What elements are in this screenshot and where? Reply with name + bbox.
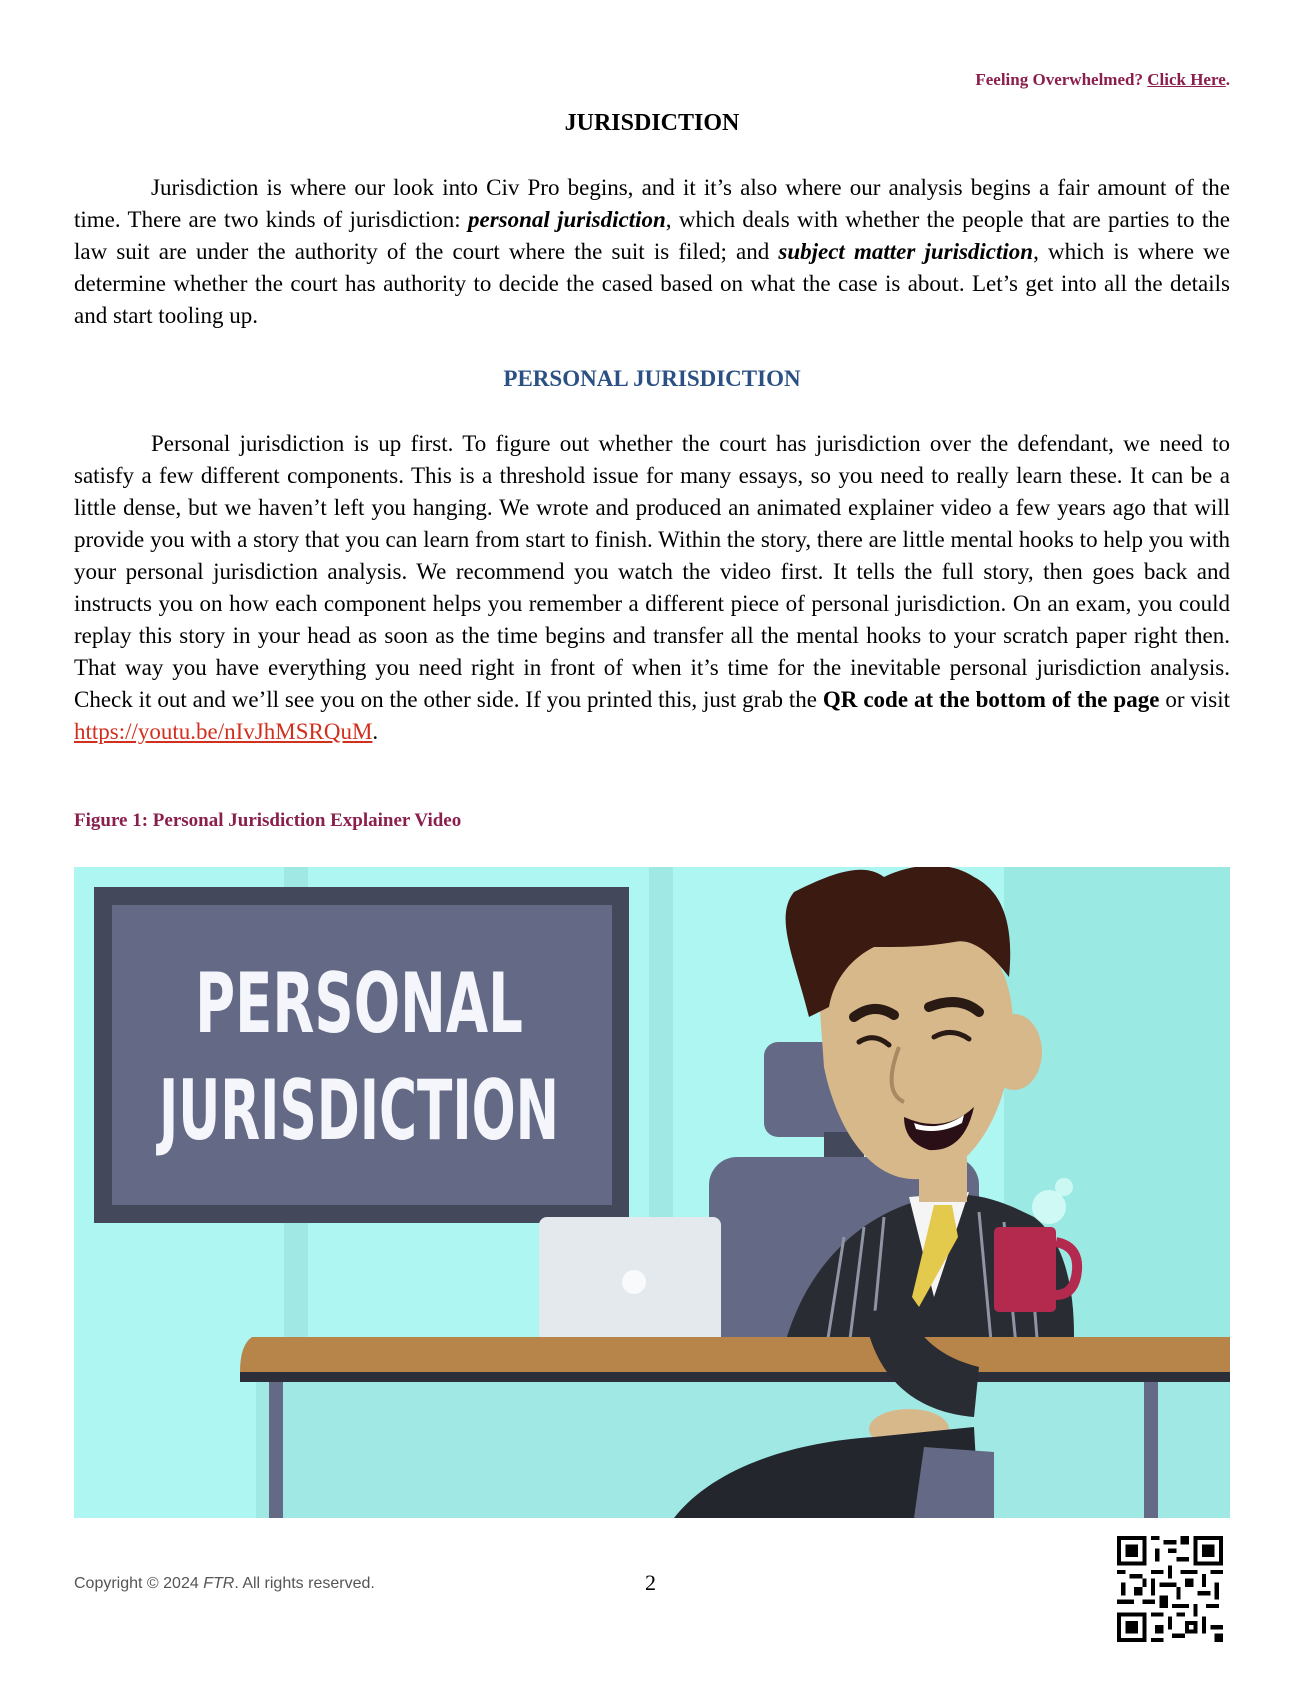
personal-text-1: Personal jurisdiction is up first. To figure out whether the court has jurisdiction over the defendant, we need to satisfy a few different components. This is a threshold issue for many essays, so you need to really learn these. It can be a little dense, but we haven’t left you hanging. We wrote and produced an animated explainer video a few years ago that will provide you with a story that you can learn from start to finish. Within the story, there are little mental hooks to help you with your personal jurisdiction analysis. We recommend you watch the video first. It tells the full story, then goes back and instructs you on how each component helps you remember a different piece of personal jurisdiction. On an exam, you could replay this story in your head as soon as the time begins and transfer all the mental hooks to your scratch paper right then. That way you have everything you need right in front of when it’s time for the inevitable personal jurisdiction analysis. Check it out and we’ll see you on the other side. If you printed this, just grab the xyxy=(74,431,1230,712)
intro-text-3: , which is where we determine whether the court has authority to decide the cased based on what the case is about. Let’s get into all the details and start tooling up. xyxy=(74,239,1230,328)
youtube-link[interactable]: https://youtu.be/nIvJhMSRQuM xyxy=(74,719,373,744)
copyright-suffix: . All rights reserved. xyxy=(234,1575,375,1592)
copyright-prefix: Copyright © 2024 xyxy=(74,1575,204,1592)
intro-paragraph xyxy=(74,172,1230,332)
qr-code-phrase: QR code at the bottom of the page xyxy=(822,687,1160,712)
note-period: . xyxy=(1225,70,1230,89)
monitor-screen xyxy=(112,905,612,1205)
personal-paragraph xyxy=(74,428,1230,748)
video-thumbnail[interactable] xyxy=(74,867,1230,1518)
page-title: JURISDICTION xyxy=(564,110,740,136)
copyright-footer xyxy=(74,1575,375,1593)
page-number: 2 xyxy=(645,1570,656,1595)
video-illustration xyxy=(74,867,1230,1518)
qr-code-icon[interactable] xyxy=(1117,1536,1223,1642)
mug xyxy=(994,1227,1056,1312)
personal-text-2: or visit xyxy=(1159,687,1231,712)
section-heading: PERSONAL JURISDICTION xyxy=(503,366,801,391)
click-here-link[interactable]: Click Here xyxy=(1147,70,1226,89)
intro-text-1: Jurisdiction is where our look into Civ Pro begins, and it it’s also where our analysis begins a fair amount of the time. There are two kinds of jurisdiction: xyxy=(74,175,1230,232)
figure-caption: Figure 1: Personal Jurisdiction Explainer Video xyxy=(74,810,462,831)
term-personal-jurisdiction: personal jurisdiction xyxy=(467,207,666,232)
screen-text-line1: PERSONAL xyxy=(195,955,523,1053)
overwhelmed-text: Feeling Overwhelmed? xyxy=(975,70,1143,89)
personal-end: . xyxy=(372,719,379,744)
desk xyxy=(240,1337,1230,1372)
intro-text-2: , which deals with whether the people that are parties to the law suit are under the authority of the court where the suit is filed; and xyxy=(74,207,1230,264)
brand-name: FTR xyxy=(203,1575,235,1592)
overwhelmed-note xyxy=(975,70,1230,90)
screen-text-line2: JURISDICTION xyxy=(158,1063,560,1160)
term-subject-matter-jurisdiction: subject matter jurisdiction xyxy=(778,239,1034,264)
